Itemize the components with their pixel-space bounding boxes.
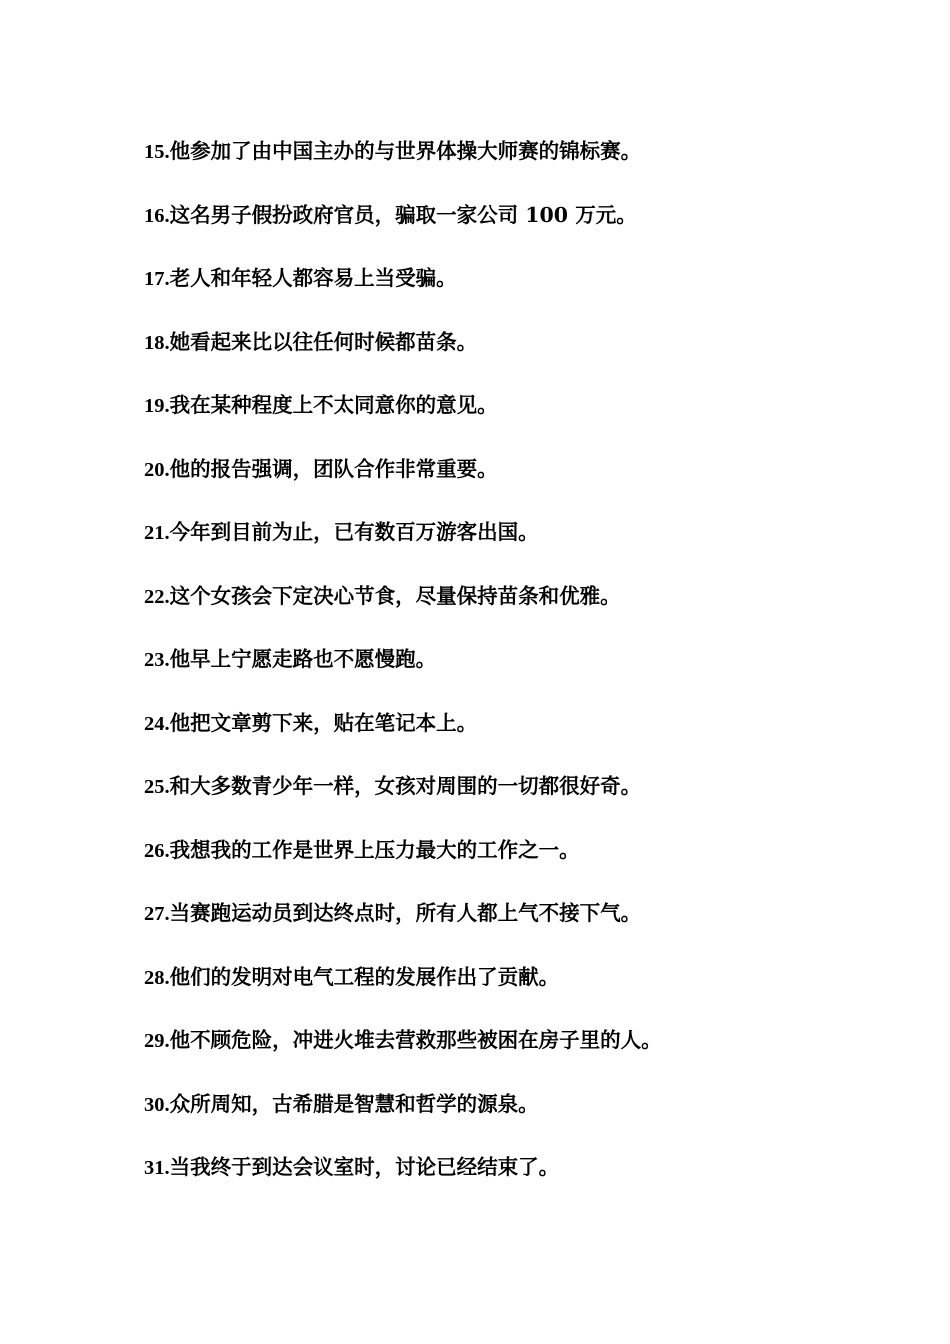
sentence-item — [144, 515, 662, 579]
sentence-number: 19. — [144, 395, 170, 417]
sentence-text: 今年到目前为止，已有数百万游客出国。 — [169, 520, 539, 544]
sentence-item — [144, 134, 662, 198]
sentence-item — [144, 388, 662, 452]
sentence-number: 27. — [144, 903, 170, 925]
sentence-number: 18. — [144, 331, 170, 354]
sentence-text: 她看起来比以往任何时候都苗条。 — [169, 329, 478, 354]
sentence-text: 他们的发明对电气工程的发展作出了贡献。 — [169, 964, 560, 989]
sentence-item — [144, 1023, 662, 1087]
sentence-number: 30. — [144, 1093, 170, 1116]
sentence-item — [144, 833, 662, 897]
sentence-text: 这个女孩会下定决心节食，尽量保持苗条和优雅。 — [169, 583, 621, 608]
sentence-number: 28. — [144, 966, 170, 989]
sentence-number: 24. — [144, 712, 170, 735]
sentence-item — [144, 1150, 662, 1214]
sentence-text: 我在某种程度上不太同意你的意见。 — [169, 393, 498, 417]
sentence-item — [144, 769, 662, 833]
sentence-text: 他参加了由中国主办的与世界体操大师赛的锦标赛。 — [169, 139, 642, 163]
sentence-item — [144, 642, 662, 706]
sentence-text: 他把文章剪下来，贴在笔记本上。 — [169, 710, 478, 735]
sentence-text: 他不顾危险，冲进火堆去营救那些被困在房子里的人。 — [169, 1028, 662, 1052]
sentence-text: 当赛跑运动员到达终点时，所有人都上气不接下气。 — [169, 901, 642, 925]
sentence-item — [144, 325, 662, 389]
sentence-list — [144, 134, 662, 1214]
sentence-item — [144, 1087, 662, 1151]
sentence-text: 他早上宁愿走路也不愿慢跑。 — [169, 647, 437, 671]
sentence-number: 29. — [144, 1030, 170, 1052]
sentence-number: 17. — [144, 268, 170, 290]
sentence-text: 他的报告强调，团队合作非常重要。 — [169, 456, 498, 481]
sentence-text: 和大多数青少年一样，女孩对周围的一切都很好奇。 — [169, 774, 642, 798]
sentence-number: 23. — [144, 649, 170, 671]
sentence-number: 21. — [144, 522, 170, 544]
sentence-number: 20. — [144, 458, 170, 481]
sentence-item — [144, 452, 662, 516]
sentence-item — [144, 896, 662, 960]
sentence-number: 26. — [144, 839, 170, 862]
sentence-number: 31. — [144, 1157, 170, 1179]
sentence-item — [144, 261, 662, 325]
sentence-number: 16. — [144, 204, 170, 227]
sentence-text: 当我终于到达会议室时，讨论已经结束了。 — [169, 1155, 560, 1179]
sentence-text: 众所周知，古希腊是智慧和哲学的源泉。 — [169, 1091, 539, 1116]
sentence-text: 老人和年轻人都容易上当受骗。 — [169, 266, 457, 290]
sentence-item — [144, 706, 662, 770]
sentence-item — [144, 198, 662, 262]
sentence-item — [144, 960, 662, 1024]
sentence-text: 这名男子假扮政府官员，骗取一家公司 100 万元。 — [169, 202, 637, 227]
sentence-number: 15. — [144, 141, 170, 163]
sentence-text: 我想我的工作是世界上压力最大的工作之一。 — [169, 837, 580, 862]
sentence-item — [144, 579, 662, 643]
sentence-number: 22. — [144, 585, 170, 608]
sentence-number: 25. — [144, 776, 170, 798]
